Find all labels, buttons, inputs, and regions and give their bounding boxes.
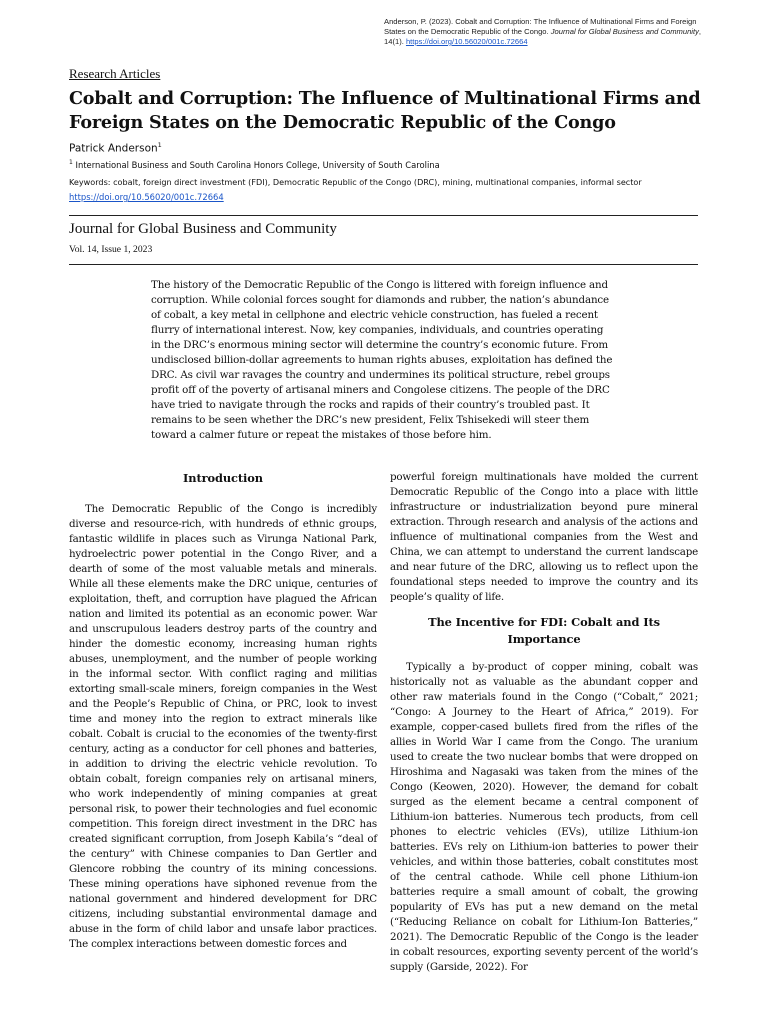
divider-bottom xyxy=(69,264,698,265)
keywords: Keywords: cobalt, foreign direct investment (FDI), Democratic Republic of the Congo (DRC), mining, multinational companies, informal sector xyxy=(69,177,642,187)
volume-issue: Vol. 14, Issue 1, 2023 xyxy=(69,244,153,255)
introduction-paragraph: The Democratic Republic of the Congo is incredibly diverse and resource-rich, with hundreds of ethnic groups, fantastic wildlife in places such as Virunga National Park, hydroelectric power potential in the Congo River, and a dearth of some of the most valuable metals and minerals. While all these elements make the DRC unique, centuries of exploitation, theft, and corruption have plagued the African nation and limited its potential as an economic power. War and unscrupulous leaders destroy parts of the country and hinder the domestic economy, increasing human rights abuses, unemployment, and the number of people working in the informal sector. With conflict raging and militias extorting small-scale miners, foreign companies in the West and the People’s Republic of China, or PRC, look to invest time and money into the region to extract minerals like cobalt. Cobalt is crucial to the economies of the twenty-first century, acting as a conductor for cell phones and batteries, in addition to driving the electric vehicle revolution. To obtain cobalt, foreign companies rely on artisanal miners, who work independently of mining companies at great personal risk, to power their technologies and fuel economic competition. This foreign direct investment in the DRC has created significant corruption, from Joseph Kabila’s “deal of the century” with Chinese companies to Dan Gertler and Glencore robbing the country of its mining concessions. These mining operations have siphoned revenue from the national government and hindered development for DRC citizens, including substantial environmental damage and abuse in the form of child labor and unsafe labor practices. The complex interactions between domestic forces and xyxy=(69,503,377,950)
author xyxy=(69,141,162,155)
divider-top xyxy=(69,215,698,216)
abstract: The history of the Democratic Republic of the Congo is littered with foreign influence and corruption. While colonial forces sought for diamonds and rubber, the nation’s abundance of cobalt, a key metal in cellphone and electric vehicle construction, has fueled a recent flurry of international interest. Now, key companies, individuals, and countries operating in the DRC’s enormous mining sector will determine the country’s economic future. From undisclosed billion-dollar agreements to human rights abuses, exploitation has defined the DRC. As civil war ravages the country and undermines its political structure, rebel groups profit off of the poverty of artisanal miners and Congolese citizens. The people of the DRC have tried to navigate through the rocks and rapids of their country’s troubled past. It remains to be seen whether the DRC’s new president, Felix Tshisekedi will steer them toward a calmer future or repeat the mistakes of those before him. xyxy=(151,279,613,441)
fdi-paragraph: Typically a by-product of copper mining, cobalt was historically not as valuable as the abundant copper and other raw materials found in the Congo (“Cobalt,” 2021; “Congo: A Journey to the Heart of Africa,” 2019). For example, copper-cased bullets fired from the rifles of the allies in World War I came from the Congo. The uranium used to create the two nuclear bombs that were dropped on Hiroshima and Nagasaki was taken from the mines of the Congo (Keowen, 2020). However, the demand for cobalt surged as the element became a central component of Lithium-ion batteries. Numerous tech products, from cell phones to electric vehicles (EVs), utilize Lithium-ion batteries. EVs rely on Lithium-ion batteries to power their vehicles, and within those batteries, cobalt constitutes most of the central cathode. While cell phone Lithium-ion batteries require a small amount of cobalt, the growing popularity of EVs has put a new demand on the metal (“Reducing Reliance on cobalt for Lithium-Ion Batteries,” 2021). The Democratic Republic of the Congo is the leader in cobalt resources, exporting seventy percent of the world’s supply (Garside, 2022). For xyxy=(390,661,698,973)
citation-doi-link[interactable]: https://doi.org/10.56020/001c.72664 xyxy=(405,37,528,46)
citation-volume: , 14(1). xyxy=(384,27,702,46)
journal-name: Journal for Global Business and Community xyxy=(69,221,337,237)
affiliation-text: International Business and South Carolina Honors College, University of South Carolina xyxy=(72,159,440,170)
article-title: Cobalt and Corruption: The Influence of Multinational Firms and Foreign States on the Democratic Republic of the Congo xyxy=(69,88,701,133)
citation-journal: Journal for Global Business and Community xyxy=(550,27,699,36)
affiliation xyxy=(69,159,440,170)
citation-header xyxy=(384,17,714,47)
doi-link[interactable]: https://doi.org/10.56020/001c.72664 xyxy=(69,192,224,202)
citation-text: Anderson, P. (2023). Cobalt and Corruption: The Influence of Multinational Firms and Foreign States on the Democratic Republic of the Congo. xyxy=(384,17,697,36)
doi xyxy=(69,192,224,202)
introduction-continued-paragraph: powerful foreign multinationals have molded the current Democratic Republic of the Congo into a place with little infrastructure or industrialization beyond pure mineral extraction. Through research and analysis of the actions and influence of multinational companies from the West and China, we can attempt to understand the current landscape and near future of the DRC, allowing us to reflect upon the foundational steps needed to improve the country and its people’s quality of life. xyxy=(390,471,698,603)
body-column-left xyxy=(69,470,377,952)
introduction-heading: Introduction xyxy=(183,471,263,485)
author-marker: 1 xyxy=(157,141,162,149)
section-type: Research Articles xyxy=(69,66,161,81)
fdi-heading: The Incentive for FDI: Cobalt and Its Importance xyxy=(428,615,660,646)
body-column-right xyxy=(390,470,698,975)
affiliation-marker: 1 xyxy=(69,159,73,166)
author-name: Patrick Anderson xyxy=(69,142,158,155)
